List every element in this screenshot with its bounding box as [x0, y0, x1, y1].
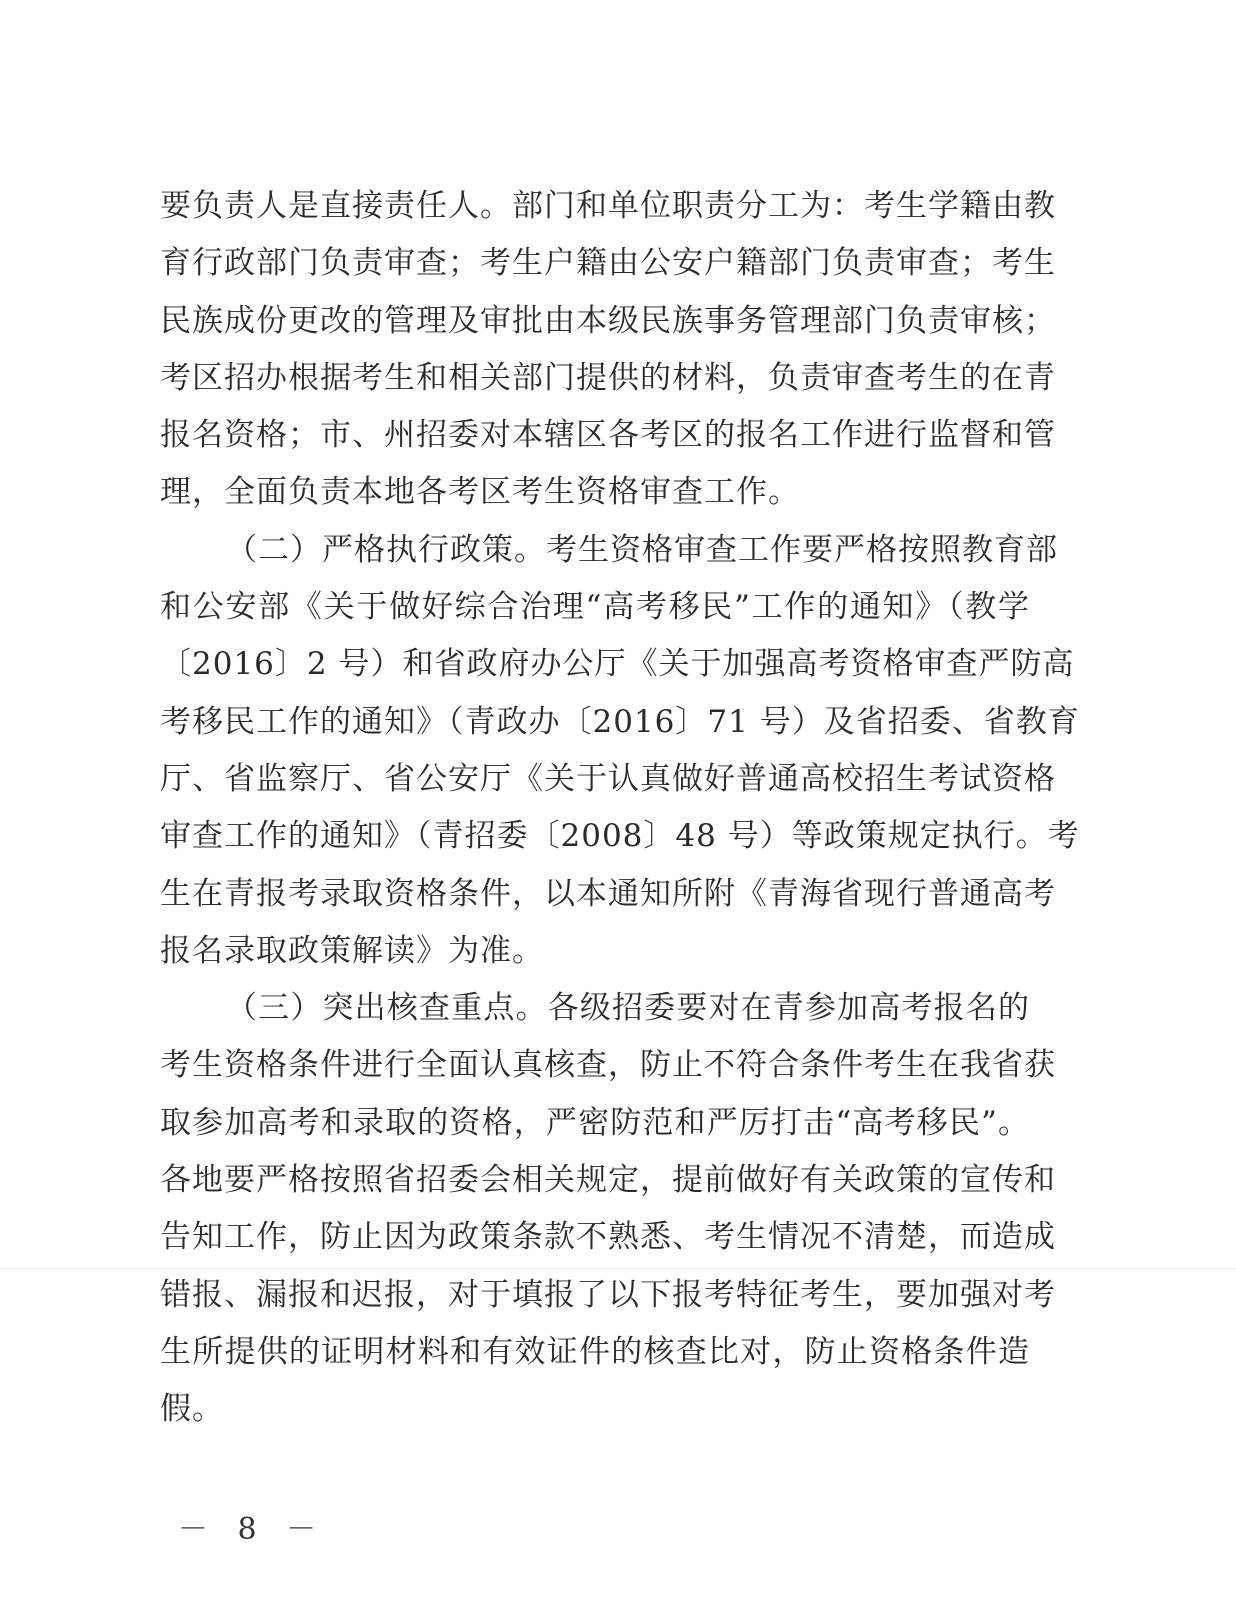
text-line: 取参加高考和录取的资格，严密防范和严厉打击“高考移民”。	[160, 1104, 1030, 1141]
text-line: 各地要严格按照省招委会相关规定，提前做好有关政策的宣传和	[160, 1162, 1056, 1199]
text-line: 理，全面负责本地各考区考生资格审查工作。	[160, 474, 800, 511]
section-heading-line: （三）突出核查重点。各级招委要对在青参加高考报名的	[226, 990, 1030, 1027]
text-line: 告知工作，防止因为政策条款不熟悉、考生情况不清楚，而造成	[160, 1219, 1056, 1256]
text-line: 考移民工作的通知》（青政办〔2016〕71 号）及省招委、省教育	[160, 703, 1080, 740]
text-line: 和公安部《关于做好综合治理“高考移民”工作的通知》（教学	[160, 589, 1030, 626]
text-line: 错报、漏报和迟报，对于填报了以下报考特征考生，要加强对考	[160, 1276, 1056, 1313]
page-number: － 8 －	[178, 1512, 327, 1547]
body-text	[160, 178, 1080, 1439]
section-heading-line: （二）严格执行政策。考生资格审查工作要严格按照教育部	[226, 531, 1058, 568]
text-line: 生在青报考录取资格条件，以本通知所附《青海省现行普通高考	[160, 875, 1056, 912]
text-line: 民族成份更改的管理及审批由本级民族事务管理部门负责审核；	[160, 302, 1056, 339]
text-line: 审查工作的通知》（青招委〔2008〕48 号）等政策规定执行。考	[160, 818, 1080, 855]
text-line: 要负责人是直接责任人。部门和单位职责分工为：考生学籍由教	[160, 188, 1056, 224]
text-line: 〔2016〕2 号）和省政府办公厅《关于加强高考资格审查严防高	[160, 646, 1075, 683]
text-line: 报名资格；市、州招委对本辖区各考区的报名工作进行监督和管	[160, 417, 1056, 454]
text-line: 考区招办根据考生和相关部门提供的材料，负责审查考生的在青	[160, 359, 1056, 396]
text-line: 考生资格条件进行全面认真核查，防止不符合条件考生在我省获	[160, 1047, 1056, 1084]
text-line: 厅、省监察厅、省公安厅《关于认真做好普通高校招生考试资格	[160, 760, 1056, 797]
text-line: 生所提供的证明材料和有效证件的核查比对，防止资格条件造	[160, 1333, 1030, 1370]
text-line: 假。	[160, 1391, 224, 1428]
scan-artifact-line	[0, 1268, 1236, 1269]
text-line: 育行政部门负责审查；考生户籍由公安户籍部门负责审查；考生	[160, 245, 1056, 282]
text-line: 报名录取政策解读》为准。	[160, 932, 544, 969]
